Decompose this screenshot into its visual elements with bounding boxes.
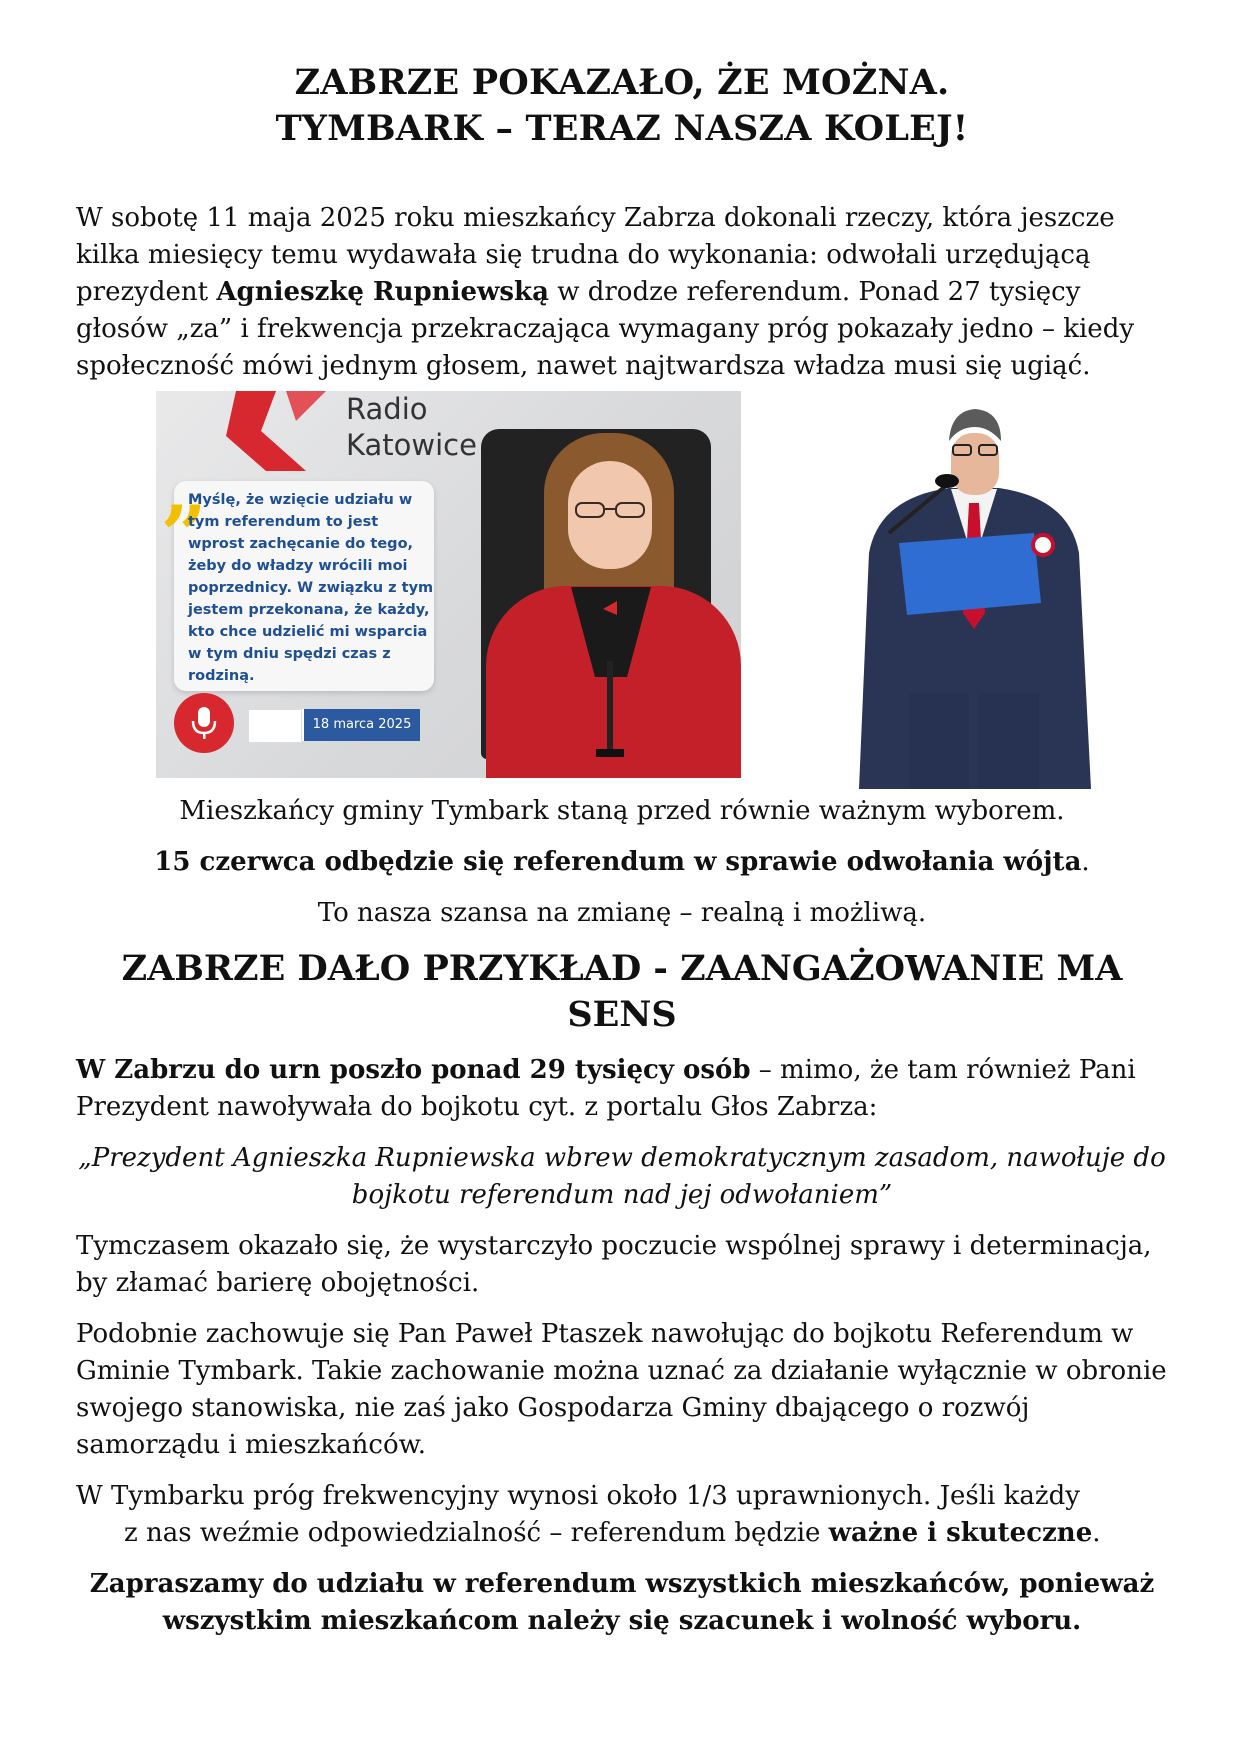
threshold-bold: ważne i skuteczne <box>828 1518 1093 1548</box>
glos-zabrza-quote: „Prezydent Agnieszka Rupniewska wbrew demokratycznym zasadom, nawołuje do bojkotu referendum nad jej odwołaniem” <box>78 1143 1166 1210</box>
microphone-icon <box>188 705 220 741</box>
page-title <box>76 60 1168 152</box>
threshold-line-2-end: . <box>1092 1518 1101 1548</box>
radio-katowice-photo <box>156 391 741 778</box>
zabrze-turnout-rest: – mimo, że tam również Pani Prezydent nawoływała do bojkotu cyt. z portalu Głos Zabrza: <box>76 1055 1136 1122</box>
threshold-line-1: W Tymbarku próg frekwencyjny wynosi około 1/3 uprawnionych. Jeśli każdy <box>76 1481 1080 1511</box>
quote-card-text: Myślę, że wzięcie udziału w tym referendum to jest wprost zachęcanie do tego, żeby do władzy wrócili moi poprzednicy. W związku z tym jestem przekonana, że każdy, kto chce udzielić mi wsparcia w tym dniu spędzi czas z rodziną. <box>188 492 434 684</box>
intro-text-2: w drodze referendum. Ponad 27 tysięcy głosów „za” i frekwencja przekraczająca wymagany próg pokazały jedno – kiedy społeczność mówi jednym głosem, nawet najtwardsza władza musi się ugiąć. <box>76 277 1135 381</box>
date-text: 18 marca 2025 <box>304 709 420 741</box>
referendum-date-end: . <box>1081 847 1090 877</box>
quote-mark: „ <box>162 442 209 536</box>
polskie-radio-logo-icon <box>248 709 302 743</box>
chance-line: To nasza szansa na zmianę – realną i możliwą. <box>317 898 927 928</box>
date-tag <box>248 709 418 741</box>
threshold-paragraph <box>76 1478 1168 1552</box>
threshold-line-2 <box>76 1518 1101 1548</box>
indifference-paragraph: Tymczasem okazało się, że wystarczyło poczucie wspólnej sprawy i determinacja, by złamać barierę obojętności. <box>76 1231 1152 1298</box>
intro-bold-name: Agnieszkę Rupniewską <box>216 277 549 307</box>
closing-invitation: Zapraszamy do udziału w referendum wszystkich mieszkańców, ponieważ wszystkim mieszkańcom należy się szacunek i wolność wyboru. <box>89 1569 1155 1636</box>
referendum-date-bold: 15 czerwca odbędzie się referendum w sprawie odwołania wójta <box>154 847 1082 877</box>
radio-logo-line-2: Katowice <box>346 428 477 462</box>
studio-microphone-icon <box>594 591 626 761</box>
zabrze-turnout-paragraph <box>76 1052 1168 1126</box>
boycott-paragraph: Podobnie zachowuje się Pan Paweł Ptaszek nawołując do bojkotu Referendum w Gminie Tymbark. Takie zachowanie można uznać za działanie wyłącznie w obronie swojego stanowiska, nie zaś jako Gospodarza Gminy dbającego o rozwój samorządu i mieszkańców. <box>76 1319 1167 1460</box>
tymbark-choice-line: Mieszkańcy gminy Tymbark staną przed równie ważnym wyborem. <box>179 796 1065 826</box>
threshold-line-2-start: z nas weźmie odpowiedzialność – referendum będzie <box>124 1518 829 1548</box>
title-line-1: ZABRZE POKAZAŁO, ŻE MOŻNA. <box>294 62 950 103</box>
section-heading: ZABRZE DAŁO PRZYKŁAD - ZAANGAŻOWANIE MA SENS <box>121 948 1123 1035</box>
intro-text-1: W sobotę 11 maja 2025 roku mieszkańcy Zabrza dokonali rzeczy, która jeszcze kilka miesięcy temu wydawała się trudna do wykonania: odwołali urzędującą prezydent <box>76 203 1115 307</box>
document-page <box>76 60 1168 1640</box>
referendum-date-line <box>76 844 1168 881</box>
radio-logo-line-1: Radio <box>346 392 428 426</box>
title-line-2: TYMBARK – TERAZ NASZA KOLEJ! <box>275 108 969 149</box>
radio-katowice-logo-icon <box>216 391 336 471</box>
man-speaking-photo <box>829 393 1119 789</box>
glasses-icon <box>572 501 648 519</box>
photo-row <box>76 391 1168 791</box>
zabrze-turnout-bold: W Zabrzu do urn poszło ponad 29 tysięcy osób <box>76 1055 751 1085</box>
intro-paragraph <box>76 200 1168 385</box>
mic-badge <box>174 693 234 753</box>
radio-logo-text <box>346 391 477 463</box>
